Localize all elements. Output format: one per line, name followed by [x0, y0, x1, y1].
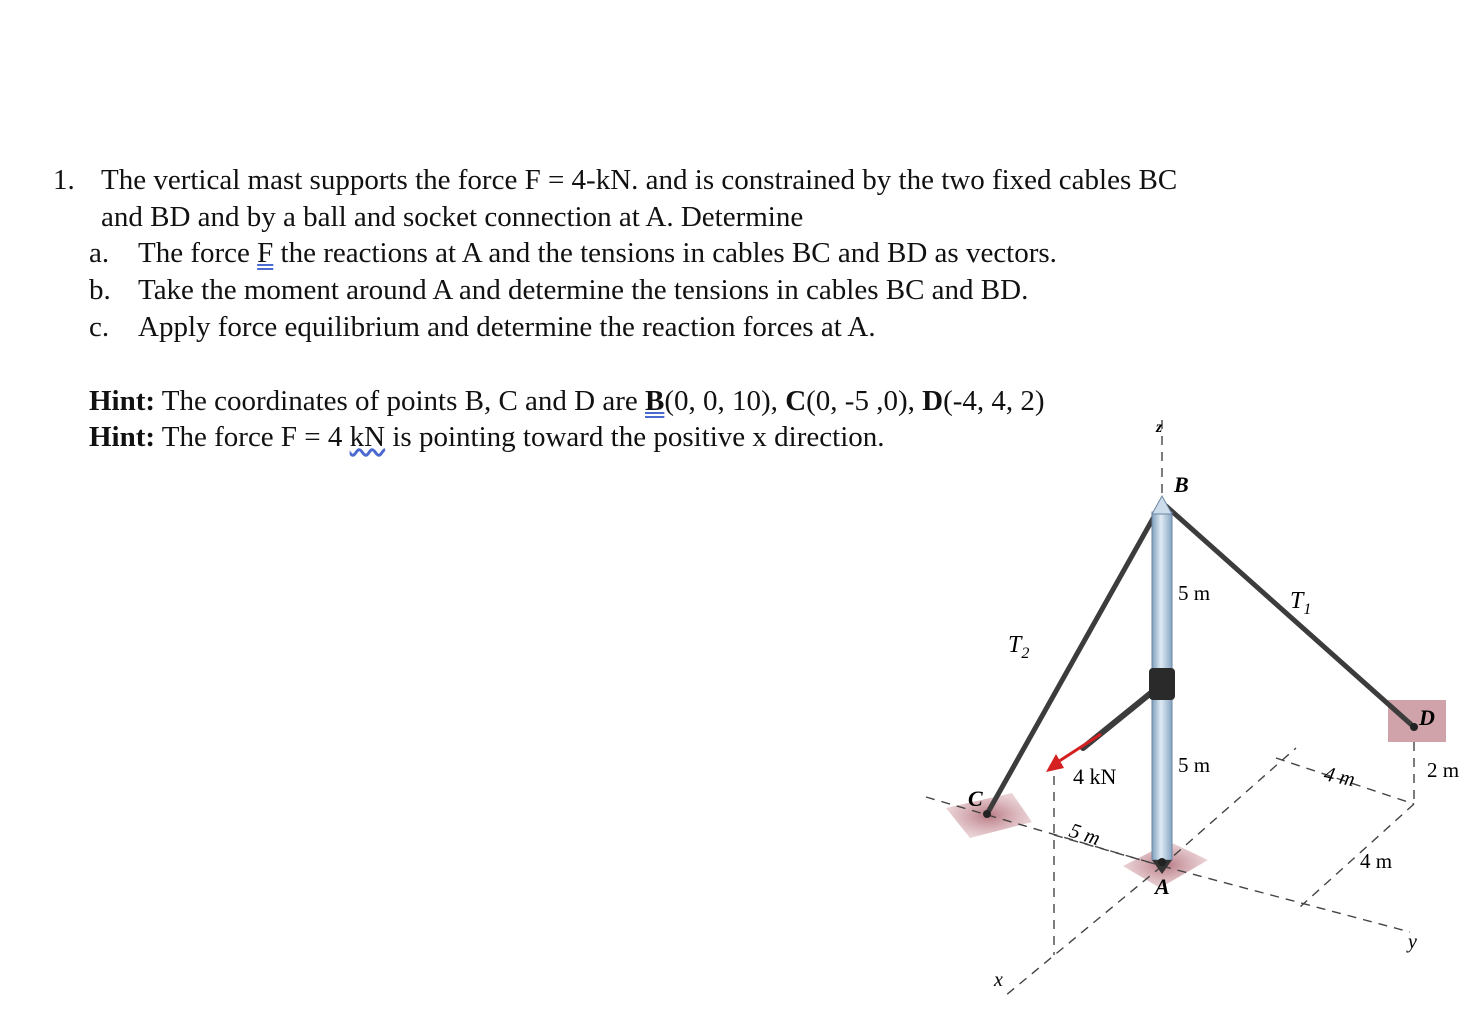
axis-y-label: y: [1408, 931, 1417, 953]
tension-t1-label: [1290, 588, 1311, 618]
force-magnitude-label: 4 kN: [1073, 764, 1117, 789]
hint-label: Hint:: [89, 421, 156, 453]
item-a-pre: The force: [138, 237, 258, 269]
dimension-lower-mast: 5 m: [1178, 753, 1211, 777]
point-a-label: A: [1155, 874, 1170, 899]
tension-t2-sub: 2: [1021, 645, 1030, 662]
hint-point-b: B: [645, 385, 665, 417]
item-a-marker: a.: [89, 237, 110, 269]
item-b-marker: b.: [89, 274, 111, 306]
hint-label: Hint:: [89, 385, 156, 417]
mast-tip: [1152, 496, 1172, 514]
point-c-label: C: [968, 786, 983, 811]
hint-coord-d: (-4, 4, 2): [943, 385, 1045, 417]
problem-number: 1.: [53, 164, 75, 196]
axis-x-label: x: [994, 969, 1003, 991]
point-d-node: [1410, 723, 1418, 731]
problem-line-2: and BD and by a ball and socket connection at A. Determine: [101, 201, 804, 233]
tension-t2-base: T: [1008, 632, 1022, 658]
point-d-label: D: [1419, 705, 1435, 730]
mast-collar: [1149, 668, 1175, 700]
dimension-upper-mast: 5 m: [1178, 581, 1211, 605]
cable-bd: [1166, 506, 1414, 727]
item-b-text: Take the moment around A and determine the tensions in cables BC and BD.: [138, 274, 1029, 306]
item-a-post: the reactions at A and the tensions in cables BC and BD as vectors.: [273, 237, 1057, 269]
item-c-marker: c.: [89, 311, 110, 343]
point-b-label: B: [1174, 472, 1189, 497]
item-c-text: Apply force equilibrium and determine the reaction forces at A.: [138, 311, 876, 343]
tension-t1-base: T: [1290, 588, 1304, 614]
problem-line-1: The vertical mast supports the force F = 4-kN. and is constrained by the two fixed cables BC: [101, 164, 1178, 196]
point-a-node: [1158, 858, 1166, 866]
hint-coord-b: (0, 0, 10),: [664, 385, 786, 417]
dimension-4m-top: 4 m: [1321, 761, 1358, 792]
hint-coord-pre: The coordinates of points B, C and D are: [155, 385, 646, 417]
hint-coord-c: (0, -5 ,0),: [806, 385, 923, 417]
dimension-2m: 2 m: [1427, 758, 1460, 782]
hint-point-c: C: [785, 385, 807, 417]
hint-force-unit: kN: [349, 421, 386, 453]
anchor-pad-d: [1388, 700, 1446, 742]
item-a-force-symbol: F: [257, 237, 274, 269]
point-c-node: [983, 810, 991, 818]
axis-z-label: z: [1156, 419, 1163, 436]
tension-t2-label: [1008, 632, 1029, 662]
hint-force-pre: The force F = 4: [155, 421, 350, 453]
tension-t1-sub: 1: [1303, 601, 1312, 618]
dimension-4m-side: 4 m: [1360, 849, 1393, 873]
hint-force-post: is pointing toward the positive x direction.: [385, 421, 885, 453]
hint-point-d: D: [922, 385, 944, 417]
dimension-5m-x: 5 m: [1066, 817, 1104, 851]
